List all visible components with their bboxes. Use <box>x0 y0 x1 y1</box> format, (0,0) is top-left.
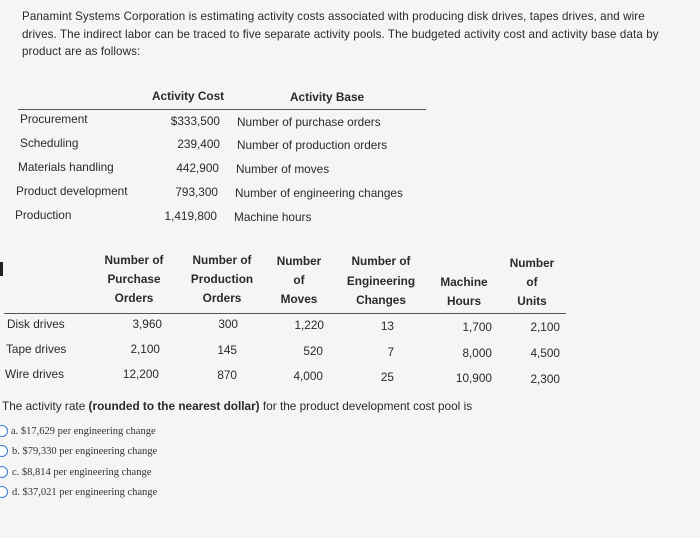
question-text <box>2 399 472 413</box>
purchase-value: 12,200 <box>122 367 159 381</box>
pool-name: Production <box>15 208 72 222</box>
pool-base: Number of engineering changes <box>235 186 403 200</box>
option-label[interactable]: b. $79,330 per engineering change <box>12 446 158 457</box>
header-moves: of <box>293 273 305 287</box>
header-engineering: Changes <box>356 293 406 307</box>
header-engineering: Engineering <box>346 274 416 288</box>
header-production: Number of <box>192 253 252 267</box>
pool-base: Machine hours <box>234 210 312 224</box>
option-label[interactable]: a. $17,629 per engineering change <box>11 426 156 437</box>
pool-base: Number of purchase orders <box>237 115 381 129</box>
purchase-value: 2,100 <box>130 342 160 356</box>
pool-cost: 1,419,800 <box>164 209 217 223</box>
option-label[interactable]: c. $8,814 per engineering change <box>12 467 152 478</box>
machine-value: 8,000 <box>462 346 492 360</box>
header-purchase: Orders <box>114 291 154 305</box>
pool-name: Materials handling <box>18 160 114 174</box>
header-activity-base: Activity Base <box>290 90 365 104</box>
pool-base: Number of production orders <box>237 138 388 152</box>
product-name: Tape drives <box>6 342 67 356</box>
purchase-value: 3,960 <box>132 317 162 331</box>
header-engineering: Number of <box>351 254 411 268</box>
moves-value: 4,000 <box>293 369 323 383</box>
pool-name: Scheduling <box>20 136 79 150</box>
header-purchase: Number of <box>104 253 164 267</box>
header-moves: Moves <box>280 292 318 306</box>
pool-cost: 442,900 <box>176 161 219 175</box>
question-prefix: The activity rate <box>2 399 89 413</box>
left-edge-mark <box>0 262 3 276</box>
table1-rule <box>18 109 426 110</box>
pool-cost: $333,500 <box>170 114 220 128</box>
header-production: Orders <box>202 291 242 305</box>
header-moves: Number <box>276 254 322 268</box>
pool-base: Number of moves <box>236 162 330 176</box>
table2-rule <box>4 313 566 314</box>
pool-cost: 793,300 <box>175 185 218 199</box>
units-value: 2,300 <box>530 372 560 386</box>
units-value: 4,500 <box>530 346 560 360</box>
question-bold: (rounded to the nearest dollar) <box>88 399 260 413</box>
engineering-value: 13 <box>380 319 394 333</box>
pool-name: Product development <box>16 184 128 198</box>
product-name: Wire drives <box>5 367 64 381</box>
question-suffix: for the product development cost pool is <box>259 399 473 413</box>
machine-value: 1,700 <box>462 320 492 334</box>
header-purchase: Purchase <box>107 272 161 286</box>
header-production: Production <box>190 272 254 286</box>
moves-value: 1,220 <box>294 318 324 332</box>
header-machine: Hours <box>446 294 482 308</box>
production-value: 145 <box>217 343 237 357</box>
radio-circle-icon[interactable] <box>0 486 8 498</box>
machine-value: 10,900 <box>455 371 492 385</box>
radio-circle-icon[interactable] <box>0 445 8 457</box>
header-units: Units <box>517 294 547 308</box>
product-name: Disk drives <box>7 317 65 331</box>
engineering-value: 25 <box>380 370 394 384</box>
production-value: 870 <box>217 368 237 382</box>
production-value: 300 <box>218 317 238 331</box>
units-value: 2,100 <box>530 320 560 334</box>
header-units: of <box>526 275 538 289</box>
pool-name: Procurement <box>20 112 88 126</box>
engineering-value: 7 <box>387 345 394 359</box>
header-units: Number <box>509 256 555 270</box>
pool-cost: 239,400 <box>177 137 220 151</box>
radio-circle-icon[interactable] <box>0 425 8 437</box>
header-activity-cost: Activity Cost <box>152 89 225 103</box>
header-machine: Machine <box>440 275 488 289</box>
moves-value: 520 <box>303 344 323 358</box>
option-label[interactable]: d. $37,021 per engineering change <box>12 487 158 498</box>
intro-paragraph: Panamint Systems Corporation is estimating activity costs associated with producing disk drives, tapes drives, and wire drives. The indirect labor can be traced to five separate activity pools. The budgeted activity cost and activity base data by product are as follows: <box>22 10 659 58</box>
radio-circle-icon[interactable] <box>0 466 8 478</box>
